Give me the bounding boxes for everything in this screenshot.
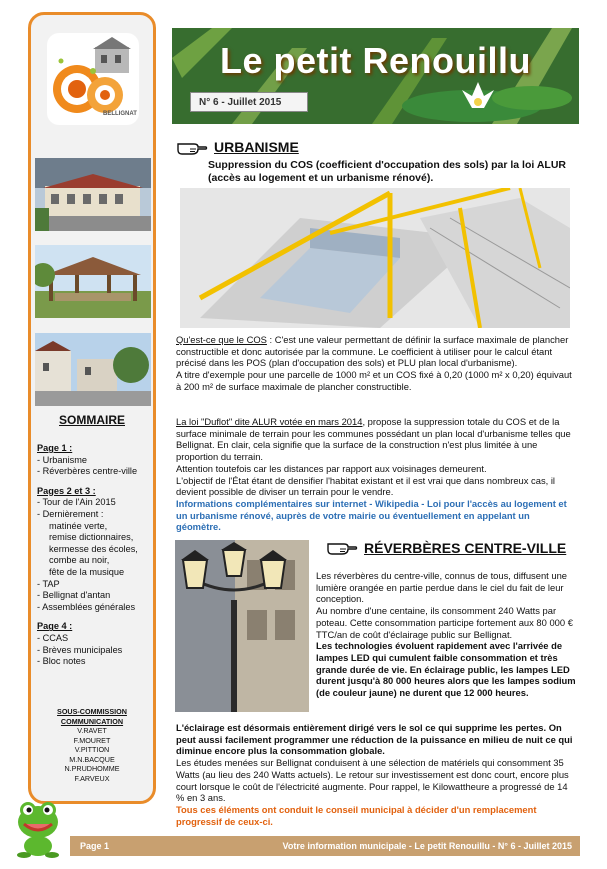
streetlamp-photo <box>175 540 309 712</box>
member-name: F.MOURET <box>73 735 111 745</box>
page-number: Page 1 <box>80 841 110 851</box>
toc-item: - CCAS <box>37 632 69 643</box>
toc-subitem: kermesse des écoles, <box>49 543 138 554</box>
toc-title: SOMMAIRE <box>59 413 125 427</box>
reverberes-p5: Les études menées sur Bellignat conduisent à une sélection de matériels qui consomment 35 Watts (au lieu des 240 Watts actuels). Le retour sur investissement est donc court, encore plus court lorsque le coût de l'électricité augmente. Pour rappel, le Kilowattheure a progressé de 14 % en 3 ans. <box>176 757 569 804</box>
toc-subitem: matinée verte, <box>49 520 108 531</box>
toc-subitem: fête de la musique <box>49 566 125 577</box>
pointing-hand-icon <box>176 138 208 156</box>
urbanisme-illustration <box>180 188 570 328</box>
pointing-hand-icon <box>326 538 358 556</box>
alur-objective: L'objectif de l'État étant de densifier l'habitat existant et il est vrai que dans nombreux cas, il devient possible de diviser un terrain pour le vendre. <box>176 474 556 498</box>
urbanisme-cos-paragraph <box>176 334 574 393</box>
toc-item: - Brèves municipales <box>37 644 123 655</box>
reverberes-p4: L'éclairage est désormais entièrement dirigé vers le sol ce qui supprime les pertes. On peut aussi facilement programmer une réduction de la puissance en milieu de nuit ce qui diminue encore plus la consommation globale. <box>176 722 573 757</box>
photo-market-hall <box>35 245 151 318</box>
reverberes-conclusion: Tous ces éléments ont conduit le conseil municipal à décider d'un remplacement progressif de ceux-ci. <box>176 803 537 827</box>
toc-item: - Urbanisme <box>37 454 88 465</box>
reverberes-led-paragraph: Les technologies évoluent rapidement avec l'arrivée de lampes LED qui cumulent faible consommation et très grande durée de vie. En éclairage public, les lampes LED durent jusqu'à 80 000 heures alors que les lampes sodium (de couleur jaune) ne durent que 12 000 heures. <box>316 640 576 699</box>
commune-logo <box>47 33 139 125</box>
cos-example: A titre d'exemple pour une parcelle de 1000 m² et un COS fixé à 0,20 (1000 m² x 0,20) équivaut à 200 m² de surface maximale de plancher constructible. <box>176 369 572 392</box>
urbanisme-alur-paragraph <box>176 416 574 533</box>
commission-credits <box>31 707 153 783</box>
section-heading-urbanisme: URBANISME <box>214 139 299 155</box>
toc-subitem: remise dictionnaires, <box>49 532 134 543</box>
member-name: V.RAVET <box>77 726 107 735</box>
toc-item: - Réverbères centre-ville <box>37 466 138 477</box>
cos-term: Qu'est-ce que le COS <box>176 334 267 345</box>
page-footer <box>70 836 580 856</box>
toc-item: - Bellignat d'antan <box>37 590 111 601</box>
footer-text: Votre information municipale - Le petit Renouillu - N° 6 - Juillet 2015 <box>282 841 572 851</box>
logo-text: BELLIGNAT <box>103 111 137 117</box>
reverberes-body <box>176 722 576 827</box>
toc-section-heading: Pages 2 et 3 : <box>37 485 96 496</box>
toc-item: - Assemblées générales <box>37 601 136 612</box>
toc-item: - Bloc notes <box>37 656 86 667</box>
urbanisme-lead: Suppression du COS (coefficient d'occupation des sols) par la loi ALUR (accès au logement et un urbanisme rénové). <box>208 159 566 184</box>
toc-item: - Dernièrement : <box>37 508 104 519</box>
masthead-banner <box>172 28 579 124</box>
commission-title: COMMUNICATION <box>60 716 124 726</box>
member-name: F.ARVEUX <box>74 773 110 783</box>
photo-building <box>35 158 151 231</box>
toc-section-heading: Page 4 : <box>37 621 73 632</box>
frog-mascot-icon <box>14 800 62 860</box>
alur-text: , propose la suppression totale du COS et de la surface minimale de terrain pour les communes possédant un plan local d'urbanisme telles que Bellignat. En clair, cela signifie que la surface de la construction n'est plus limitée à une proportion du terrain. <box>176 416 571 463</box>
member-name: N.PRUDHOMME <box>64 764 120 773</box>
photo-street <box>35 333 151 406</box>
commission-title: SOUS-COMMISSION <box>57 707 127 716</box>
toc-section-heading: Page 1 : <box>37 443 73 453</box>
alur-term: La loi "Duflot" dite ALUR votée en mars 2014 <box>176 416 363 427</box>
toc-item: - TAP <box>37 578 60 589</box>
reverberes-p2: Au nombre d'une centaine, ils consomment 240 Watts par poteau. Cette consommation participe fortement aux 80 000 € TTC/an de coût d'éclairage public sur Bellignat. <box>316 605 573 640</box>
sidebar <box>28 12 156 804</box>
toc-subitem: combe au noir, <box>49 555 110 566</box>
member-name: M.N.BACQUE <box>69 754 115 764</box>
alur-warning: Attention toutefois car les distances par rapport aux voisinages demeurent. <box>176 462 487 474</box>
section-heading-reverberes: RÉVERBÈRES CENTRE-VILLE <box>364 540 567 556</box>
newsletter-title: Le petit Renouillu <box>220 40 531 81</box>
issue-label: N° 6 - Juillet 2015 <box>190 92 308 112</box>
table-of-contents <box>37 443 153 668</box>
cos-definition: : C'est une valeur permettant de définir la surface maximale de plancher constructible et donc autorisée par la commune. Le coefficient à utiliser pour le calcul étant précisé dans les POS (plan d'occupation des sols) et PLU plan local d'urbanisme). <box>176 334 569 369</box>
toc-item: - Tour de l'Ain 2015 <box>37 497 116 508</box>
reverberes-p1: Les réverbères du centre-ville, connus de tous, diffusent une lumière orangée en partie perdue dans le ciel du fait de leur conception. <box>316 570 568 605</box>
member-name: V.PITTION <box>74 745 110 754</box>
reverberes-intro <box>316 570 578 699</box>
more-info-link[interactable]: Informations complémentaires sur internet - Wikipedia - Loi pour l'accès au logement et un urbanisme rénové, auprès de votre mairie ou éventuellement en appelant un géomètre. <box>176 497 567 533</box>
